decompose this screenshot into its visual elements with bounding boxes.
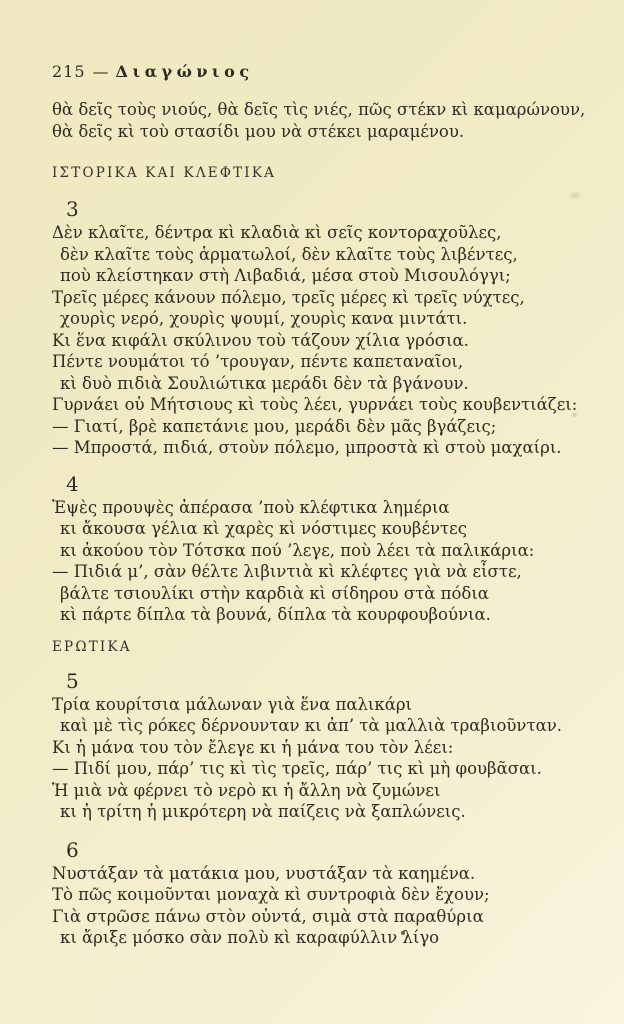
poem-line: κι ἄκουσα γέλια κὶ χαρὲς κὶ νόστιμες κουβέντες [60,519,467,538]
poem-line: Νυστάξαν τὰ ματάκια μου, νυστάξαν τὰ καημένα. [52,863,476,883]
poem-line: Τὸ πῶς κοιμοῦνται μοναχὰ κὶ συντροφιὰ δὲν ἔχουν; [52,885,490,904]
poem-line: Γυρνάει οὑ Μήτσιους κὶ τοὺς λέει, γυρνάει τοὺς κουβεντιάζει: [52,395,578,414]
poem-line: χουρὶς νερό, χουρὶς ψουμί, χουρὶς κανα μιντάτι. [60,309,468,328]
section-heading-historika-kleftika: ΙΣΤΟΡΙΚΑ ΚΑΙ ΚΛΕΦΤΙΚΑ [52,165,277,181]
poem-number: 6 [66,837,79,862]
poem-line: βάλτε τσιουλίκι στὴν καρδιὰ κὶ σίδηρου στὰ πόδια [60,583,489,603]
poem-line: κὶ δυὸ πιδιὰ Σουλιώτικα μεράδι δὲν τὰ βγάνουν. [60,373,469,393]
poem-line: κι ἀκούου τὸν Τότσκα πού ’λεγε, ποὺ λέει τὰ παλικάρια: [60,540,535,560]
poem-line: — Πιδιά μ’, σὰν θέλτε λιβιντιὰ κὶ κλέφτες γιὰ νὰ εἶστε, [52,562,522,581]
poem-number: 5 [66,668,79,693]
book-title: Διαγώνιος [115,62,254,81]
poem-line: Κι ἕνα κιφάλι σκύλινου τοὺ τάζουν χίλια γρόσια. [52,330,469,350]
poem-line: — Μπροστά, πιδιά, στοὺν πόλεμο, μπροστὰ κὶ στοὺ μαχαίρι. [52,438,562,457]
poem-line: Τρεῖς μέρες κάνουν πόλεμο, τρεῖς μέρες κὶ τρεῖς νύχτες, [52,287,525,307]
poem-line: Ἡ μιὰ νὰ φέρνει τὸ νερὸ κι ἡ ἄλλη νὰ ζυμώνει [52,780,441,800]
poem-line: κι ἄριξε μόσκο σὰν πολὺ κὶ καραφύλλιν λίγο [60,928,440,947]
poem-6 [52,863,598,949]
poem-line: θὰ δεῖς τοὺς νιούς, θὰ δεῖς τὶς νιές, πῶς στέκν κὶ καμαρώνουν, [52,100,586,119]
poem-3 [52,222,598,459]
page-number: 215 [52,62,86,81]
intro-stanza [52,99,598,142]
poem-line: κι ἡ τρίτη ἡ μικρότερη νὰ παίζεις νὰ ξαπλώνεις. [60,802,466,821]
poem-line: ποὺ κλείστηκαν στὴ Λιβαδιά, μέσα στοὺ Μισουλόγγι; [60,266,511,285]
poem-4 [52,497,598,626]
poem-line: — Γιατί, βρὲ καπετάνιε μου, μεράδι δὲν μᾶς βγάζεις; [52,416,497,436]
running-header [52,62,598,82]
header-dash: — [92,62,109,81]
poem-line: κὶ πάρτε δίπλα τὰ βουνά, δίπλα τὰ κουρφουβούνια. [60,605,491,624]
poem-line: Ἐψὲς προυψὲς ἀπέρασα ’ποὺ κλέφτικα λημέρια [52,497,450,517]
section-heading-erotika: ΕΡΩΤΙΚΑ [52,638,132,655]
poem-line: καὶ μὲ τὶς ρόκες δέρνουνταν κι ἀπ’ τὰ μαλλιὰ τραβιοῦνταν. [60,716,562,735]
poem-number: 3 [66,197,79,221]
poem-line: Τρία κουρίτσια μάλωναν γιὰ ἕνα παλικάρι [52,694,413,714]
poem-line: Κι ἡ μάνα του τὸν ἔλεγε κι ἡ μάνα του τὸν λέει: [52,737,454,757]
page-content [52,0,598,949]
poem-line: Γιὰ στρῶσε πάνω στὸν οὐντά, σιμὰ στὰ παραθύρια [52,906,484,926]
poem-line: θὰ δεῖς κὶ τοὺ στασίδι μου νὰ στέκει μαραμένου. [52,121,465,141]
poem-number: 4 [66,471,79,496]
poem-line: Πέντε νουμάτοι τό ’τρουγαν, πέντε καπεταναῖοι, [52,352,464,371]
poem-line: δὲν κλαῖτε τοὺς ἁρματωλοί, δὲν κλαῖτε τοὺς λιβέντες, [60,244,518,264]
poem-5 [52,694,598,823]
poem-line: Δὲν κλαῖτε, δέντρα κὶ κλαδιὰ κὶ σεῖς κοντοραχοῦλες, [52,223,502,242]
poem-line: — Πιδί μου, πάρ’ τις κὶ τὶς τρεῖς, πάρ’ τις κὶ μὴ φουβᾶσαι. [52,759,542,778]
